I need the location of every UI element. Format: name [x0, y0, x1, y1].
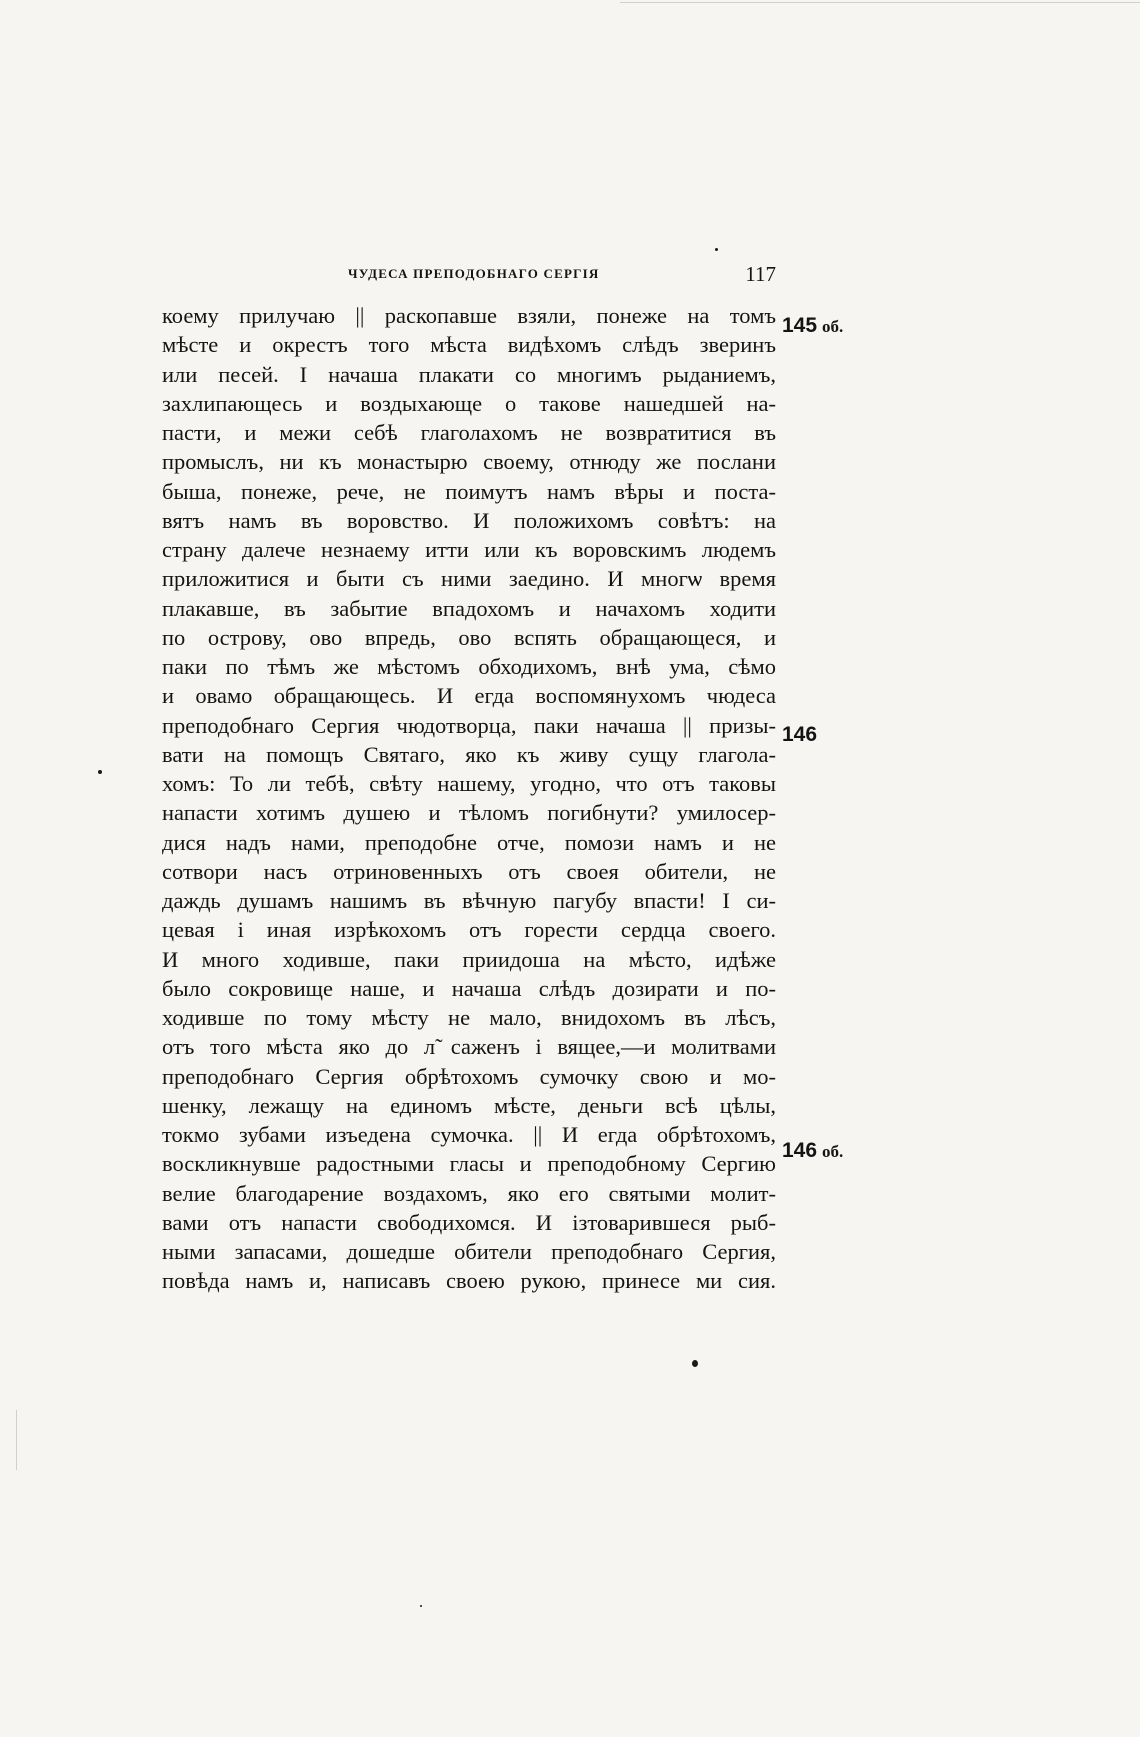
- text-line: по острову, ово впредь, ово вспять обращающеся, и: [162, 624, 776, 650]
- left-edge-mark: [16, 1410, 17, 1470]
- folio-suffix: об.: [822, 1142, 844, 1161]
- text-line: или песей. І начаша плакати со многимъ рыданиемъ,: [162, 361, 776, 387]
- text-line: воскликнувше радостными гласы и преподобному Сергию: [162, 1151, 776, 1177]
- text-line: ходивше по тому мѣсту не мало, внидохомъ въ лѣсъ,: [162, 1005, 776, 1030]
- running-head: [150, 262, 776, 292]
- folio-number: 146: [782, 1139, 818, 1162]
- folio-number: 146: [782, 723, 818, 746]
- text-line: токмо зубами изъедена сумочка. || И егда обрѣтохомъ,: [162, 1122, 776, 1147]
- folio-suffix: об.: [822, 317, 844, 336]
- text-line: преподобнаго Сергия чюдотворца, паки начаша || призы-: [162, 712, 776, 738]
- text-line: дися надъ нами, преподобне отче, помози намъ и не: [162, 829, 776, 855]
- folio-mark-146-verso: [782, 1136, 843, 1166]
- text-line: захлипающесь и воздыхающе о такове нашедшей на-: [162, 390, 776, 416]
- text-line: коему прилучаю || раскопавше взяли, понеже на томъ: [162, 303, 776, 328]
- text-line: даждь душамъ нашимъ въ вѣчную пагубу впасти! І си-: [162, 888, 776, 913]
- running-head-title: ЧУДЕСА ПРЕПОДОБНАГО СЕРГІЯ: [348, 266, 600, 281]
- ink-speck: [98, 770, 102, 774]
- text-line: промыслъ, ни къ монастырю своему, отнюду же послани: [162, 449, 776, 475]
- text-line: напасти хотимъ душею и тѣломъ погибнути? умилосер-: [162, 800, 776, 826]
- text-line: шенку, лежащу на единомъ мѣсте, деньги всѣ цѣлы,: [162, 1092, 776, 1118]
- text-line: цевая і иная изрѣкохомъ отъ горести сердца своего.: [162, 917, 776, 943]
- text-line: вами отъ напасти свободихомся. И ізтоварившеся рыб-: [162, 1209, 776, 1235]
- folio-mark-145-verso: [782, 311, 843, 341]
- text-line: велие благодарение воздахомъ, яко его святыми молит-: [162, 1180, 776, 1206]
- folio-number: 145: [782, 314, 818, 337]
- text-line: мѣсте и окрестъ того мѣста видѣхомъ слѣдъ зверинъ: [162, 332, 776, 358]
- text-line: страну далече незнаему итти или къ воровскимъ людемъ: [162, 537, 776, 562]
- text-line: быша, понеже, рече, не поимутъ намъ вѣры и поста-: [162, 478, 776, 504]
- text-line: хомъ: То ли тебѣ, свѣту нашему, угодно, что отъ таковы: [162, 771, 776, 796]
- text-line: повѣда намъ и, написавъ своею рукою, принесе ми сия.: [162, 1268, 776, 1294]
- text-line: и овамо обращающесь. И егда воспомянухомъ чюдеса: [162, 683, 776, 709]
- text-line: приложитися и быти съ ними заедино. И многѡ время: [162, 566, 776, 592]
- text-line: было сокровище наше, и начаша слѣдъ дозирати и по-: [162, 975, 776, 1001]
- ink-speck: [692, 1360, 698, 1367]
- text-line: паки по тѣмъ же мѣстомъ обходихомъ, внѣ ума, сѣмо: [162, 654, 776, 679]
- ink-speck: [420, 1605, 422, 1607]
- text-line: вятъ намъ въ воровство. И положихомъ совѣтъ: на: [162, 507, 776, 533]
- ink-speck: [715, 248, 718, 251]
- text-line: вати на помощъ Святаго, яко къ живу сущу глагола-: [162, 741, 776, 767]
- body-text: [162, 301, 776, 1296]
- text-line: сотвори насъ отриновенныхъ отъ своея обители, не: [162, 858, 776, 884]
- text-line: И много ходивше, паки приидоша на мѣсто, идѣже: [162, 946, 776, 972]
- top-edge-mark: [620, 2, 1140, 3]
- text-line: пасти, и межи себѣ глаголахомъ не возвратитися въ: [162, 420, 776, 445]
- text-line: преподобнаго Сергия обрѣтохомъ сумочку свою и мо-: [162, 1063, 776, 1089]
- page-number: 117: [745, 262, 776, 286]
- text-line: отъ того мѣста яко до л̃ саженъ і вящее,—и молитвами: [162, 1034, 776, 1060]
- text-line: плакавше, въ забытие впадохомъ и начахомъ ходити: [162, 595, 776, 621]
- text-line: ными запасами, дошедше обители преподобнаго Сергия,: [162, 1239, 776, 1264]
- folio-mark-146: [782, 720, 817, 749]
